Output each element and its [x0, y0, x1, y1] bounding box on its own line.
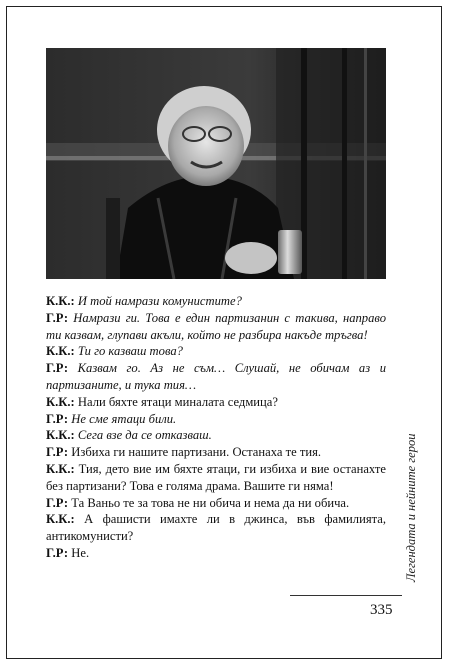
dialogue-line	[46, 310, 386, 344]
speaker: К.К.:	[46, 344, 75, 359]
speaker: К.К.:	[46, 294, 75, 308]
speaker: К.К.:	[46, 461, 75, 476]
running-title: Легендата и нейните герои	[404, 433, 418, 582]
page-number: 335	[370, 602, 393, 618]
utterance: Казвам го. Аз не съм… Слушай, не обичам аз и партизаните, и тука тия…	[46, 361, 386, 392]
utterance: Тия, дето вие им бяхте ятаци, ги избиха и вие останахте без партизани? Това е голяма драма. Вашите ги няма!	[46, 461, 386, 493]
dialogue-line	[46, 427, 386, 444]
utterance: И той намрази комунистите?	[77, 294, 242, 308]
utterance: Избиха ги нашите партизани. Останаха те тия.	[71, 445, 322, 460]
utterance: Не сме ятаци били.	[71, 411, 177, 426]
dialogue-line	[46, 461, 386, 495]
speaker: Г.Р:	[46, 545, 69, 560]
dialogue-line	[46, 360, 386, 394]
dialogue-line	[46, 495, 386, 512]
dialogue-line	[46, 293, 386, 310]
utterance: А фашисти имахте ли в джинса, във фамилията, антикомунисти?	[46, 512, 387, 544]
utterance: Сега взе да се отказваш.	[77, 428, 212, 443]
dialogue-line	[46, 545, 386, 562]
speaker: Г.Р:	[46, 495, 69, 510]
dialogue-line	[46, 444, 386, 461]
speaker: Г.Р:	[46, 310, 69, 325]
utterance: Ти го казваш това?	[77, 344, 183, 359]
portrait-photo	[46, 48, 386, 279]
speaker: Г.Р:	[46, 361, 69, 376]
utterance: Не.	[71, 545, 90, 560]
utterance: Нали бяхте ятаци миналата седмица?	[77, 394, 278, 409]
dialogue-line	[46, 411, 386, 428]
speaker: К.К.:	[46, 394, 75, 409]
speaker: К.К.:	[46, 512, 75, 527]
speaker: Г.Р:	[46, 445, 69, 460]
speaker: К.К.:	[46, 428, 75, 443]
footer-rule	[290, 595, 402, 596]
dialogue-line	[46, 343, 386, 360]
utterance: Та Ваньо те за това не ни обича и нема да ни обича.	[71, 495, 350, 510]
utterance: Намрази ги. Това е един партизанин с такива, направо ти казвам, глупави акъли, който не разбира накъде тръгва!	[46, 310, 386, 342]
dialogue	[46, 293, 386, 562]
speaker: Г.Р:	[46, 411, 69, 426]
dialogue-line	[46, 511, 386, 545]
dialogue-line	[46, 394, 386, 411]
